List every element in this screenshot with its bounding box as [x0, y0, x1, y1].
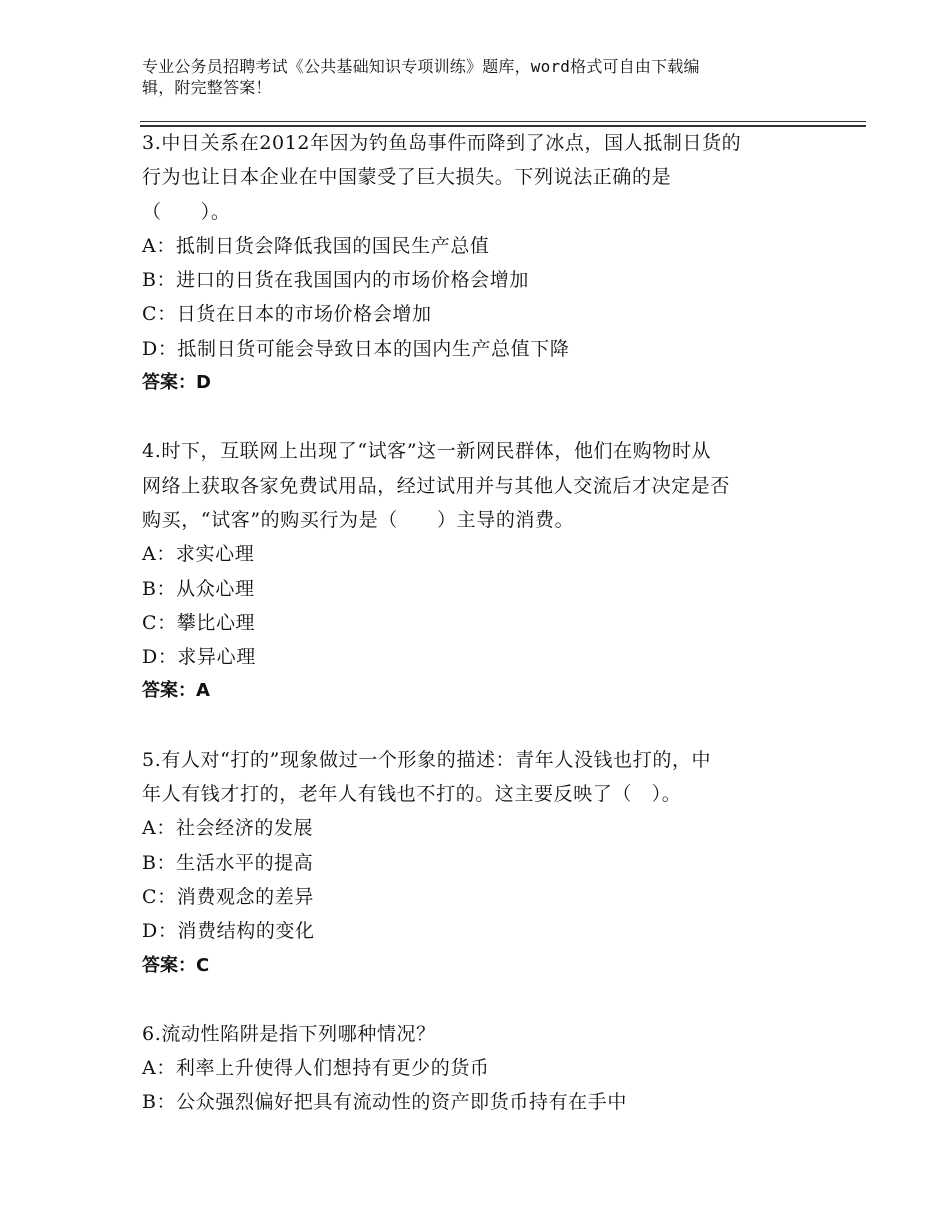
- option-c: C：日货在日本的市场价格会增加: [142, 303, 432, 326]
- question-stem-line: 行为也让日本企业在中国蒙受了巨大损失。下列说法正确的是: [142, 166, 672, 189]
- answer-label: 答案：D: [142, 372, 211, 394]
- header-line-2: 辑，附完整答案！: [142, 78, 272, 97]
- header-line-1: 专业公务员招聘考试《公共基础知识专项训练》题库，word格式可自由下载编: [142, 57, 700, 76]
- question-stem-line: 6.流动性陷阱是指下列哪种情况？: [142, 1022, 436, 1045]
- question-stem-line: 5.有人对“打的”现象做过一个形象的描述：青年人没钱也打的，中: [142, 748, 712, 771]
- document-header: [142, 56, 802, 98]
- question-6: [142, 1017, 808, 1120]
- answer-label: 答案：C: [142, 954, 210, 976]
- option-a: A：社会经济的发展: [142, 817, 314, 840]
- question-stem-line: 4.时下，互联网上出现了“试客”这一新网民群体，他们在购物时从: [142, 440, 712, 463]
- option-d: D：消费结构的变化: [142, 920, 315, 943]
- answer-label: 答案：A: [142, 680, 210, 702]
- question-stem-line: 网络上获取各家免费试用品，经过试用并与其他人交流后才决定是否: [142, 474, 731, 497]
- question-stem-line: 年人有钱才打的，老年人有钱也不打的。这主要反映了（ ）。: [142, 783, 682, 806]
- option-d: D：抵制日货可能会导致日本的国内生产总值下降: [142, 337, 570, 360]
- question-stem-line: （ ）。: [142, 200, 231, 223]
- question-4: [142, 434, 808, 708]
- option-c: C：攀比心理: [142, 611, 256, 634]
- option-b: B：公众强烈偏好把具有流动性的资产即货币持有在手中: [142, 1091, 627, 1114]
- option-c: C：消费观念的差异: [142, 885, 314, 908]
- option-b: B：生活水平的提高: [142, 851, 314, 874]
- option-b: B：进口的日货在我国国内的市场价格会增加: [142, 269, 529, 292]
- question-stem-line: 购买，“试客”的购买行为是（ ）主导的消费。: [142, 508, 575, 531]
- option-a: A：求实心理: [142, 543, 255, 566]
- option-b: B：从众心理: [142, 577, 255, 600]
- option-a: A：利率上升使得人们想持有更少的货币: [142, 1057, 490, 1080]
- question-stem-line: 3.中日关系在2012年因为钓鱼岛事件而降到了冰点，国人抵制日货的: [142, 132, 742, 154]
- header-divider-thin: [140, 121, 866, 122]
- option-a: A：抵制日货会降低我国的国民生产总值: [142, 234, 490, 257]
- option-d: D：求异心理: [142, 646, 256, 669]
- question-5: [142, 743, 808, 983]
- question-3: [142, 126, 808, 400]
- question-list: [142, 126, 808, 1154]
